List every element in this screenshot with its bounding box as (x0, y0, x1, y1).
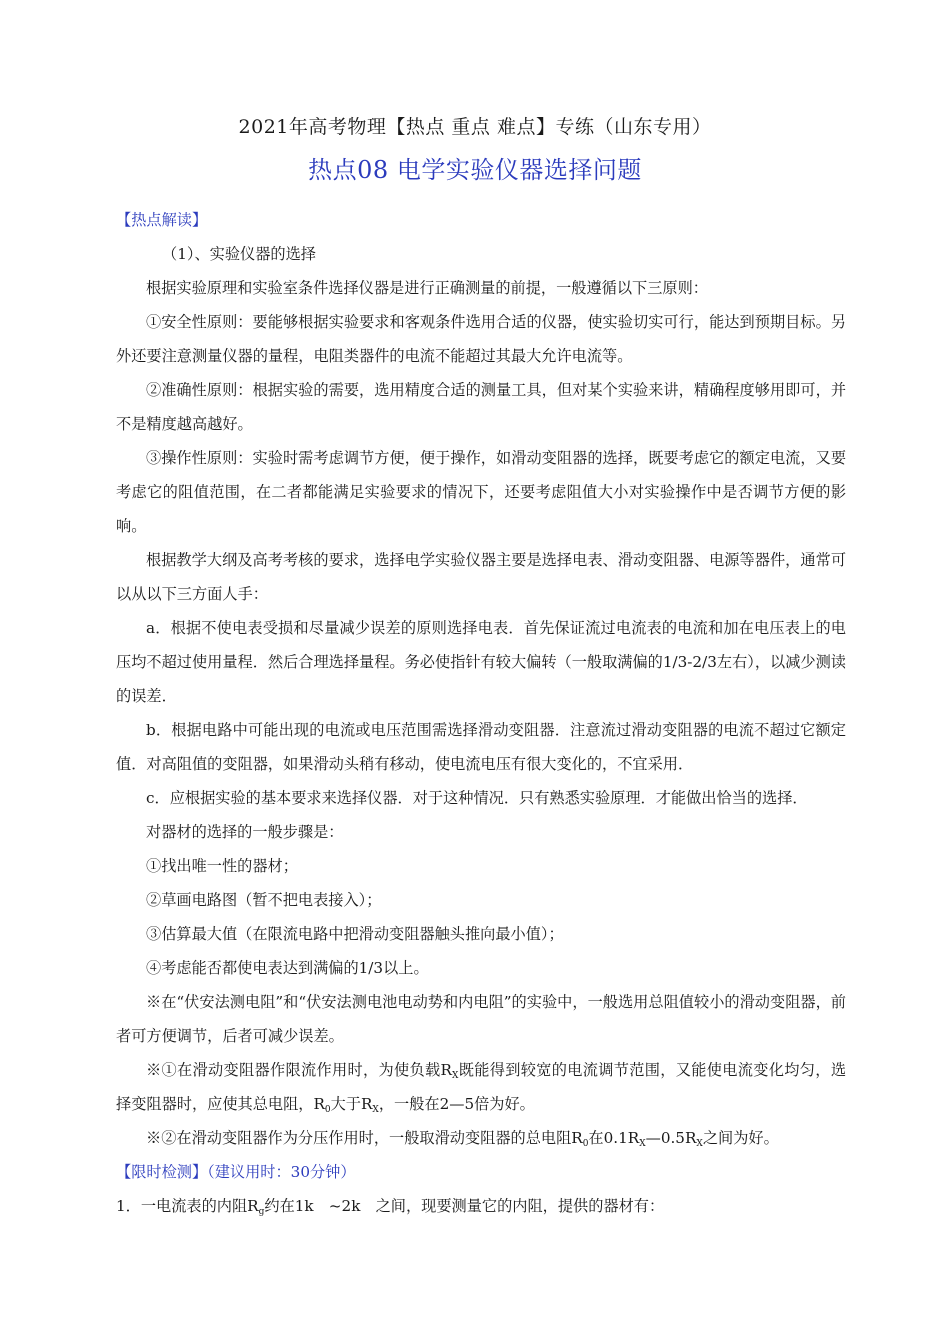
document-body (116, 203, 846, 1223)
paragraph: ②准确性原则：根据实验的需要，选用精度合适的测量工具，但对某个实验来讲，精确程度够用即可，并不是精度越高越好。 (116, 381, 846, 433)
document-subtitle: 热点08 电学实验仪器选择问题 (308, 156, 642, 184)
paragraph: （1）、实验仪器的选择 (162, 245, 316, 263)
paragraph: 根据实验原理和实验室条件选择仪器是进行正确测量的前提，一般遵循以下三原则： (146, 279, 708, 297)
paragraph: c．应根据实验的基本要求来选择仪器．对于这种情况．只有熟悉实验原理．才能做出恰当的选择． (146, 789, 808, 807)
note-paragraph: ※②在滑动变阻器作为分压作用时，一般取滑动变阻器的总电阻$R_0$在$0.1R_X—0.5R_X$之间为好。 (146, 1129, 779, 1149)
section-heading-test: 【限时检测】（建议用时：30分钟） (116, 1163, 356, 1181)
question-1: 1．一电流表的内阻$R_g$约在1k ~2k 之间，现要测量它的内阻，提供的器材有： (116, 1197, 665, 1217)
paragraph: ②草画电路图（暂不把电表接入）； (146, 891, 382, 909)
paragraph: 根据教学大纲及高考考核的要求，选择电学实验仪器主要是选择电表、滑动变阻器、电源等器件，通常可以从以下三方面人手： (116, 551, 846, 603)
paragraph: ④考虑能否都使电表达到满偏的1/3以上。 (146, 959, 429, 977)
paragraph: ※在“伏安法测电阻”和“伏安法测电池电动势和内电阻”的实验中，一般选用总阻值较小的滑动变阻器，前者可方便调节，后者可减少误差。 (116, 993, 846, 1045)
paragraph: ③估算最大值（在限流电路中把滑动变阻器触头推向最小值）； (146, 925, 564, 943)
note-paragraph: ※①在滑动变阻器作限流作用时，为使负载$R_X$既能得到较宽的电流调节范围，又能使电流变化均匀，选择变阻器时，应使其总电阻，$R_0$大于$R_X$，一般在2—5倍为好。 (116, 1061, 847, 1115)
document-title: 2021年高考物理【热点 重点 难点】专练（山东专用） (238, 116, 712, 138)
paragraph: a．根据不使电表受损和尽量减少误差的原则选择电表．首先保证流过电流表的电流和加在电压表上的电压均不超过使用量程．然后合理选择量程。务必使指针有较大偏转（一般取满偏的1/3-2/3左右），以减少测读的误差． (116, 619, 846, 705)
paragraph: 对器材的选择的一般步骤是： (146, 823, 344, 841)
paragraph: b．根据电路中可能出现的电流或电压范围需选择滑动变阻器．注意流过滑动变阻器的电流不超过它额定值．对高阻值的变阻器，如果滑动头稍有移动，使电流电压有很大变化的，不宜采用． (116, 721, 846, 773)
paragraph: ①找出唯一性的器材； (146, 857, 298, 875)
paragraph: ③操作性原则：实验时需考虑调节方便，便于操作，如滑动变阻器的选择，既要考虑它的额定电流，又要考虑它的阻值范围，在二者都能满足实验要求的情况下，还要考虑阻值大小对实验操作中是否调节方便的影响。 (116, 449, 846, 535)
section-heading-hotspot: 【热点解读】 (116, 211, 208, 229)
paragraph: ①安全性原则：要能够根据实验要求和客观条件选用合适的仪器，使实验切实可行，能达到预期目标。另外还要注意测量仪器的量程，电阻类器件的电流不能超过其最大允许电流等。 (116, 313, 846, 365)
